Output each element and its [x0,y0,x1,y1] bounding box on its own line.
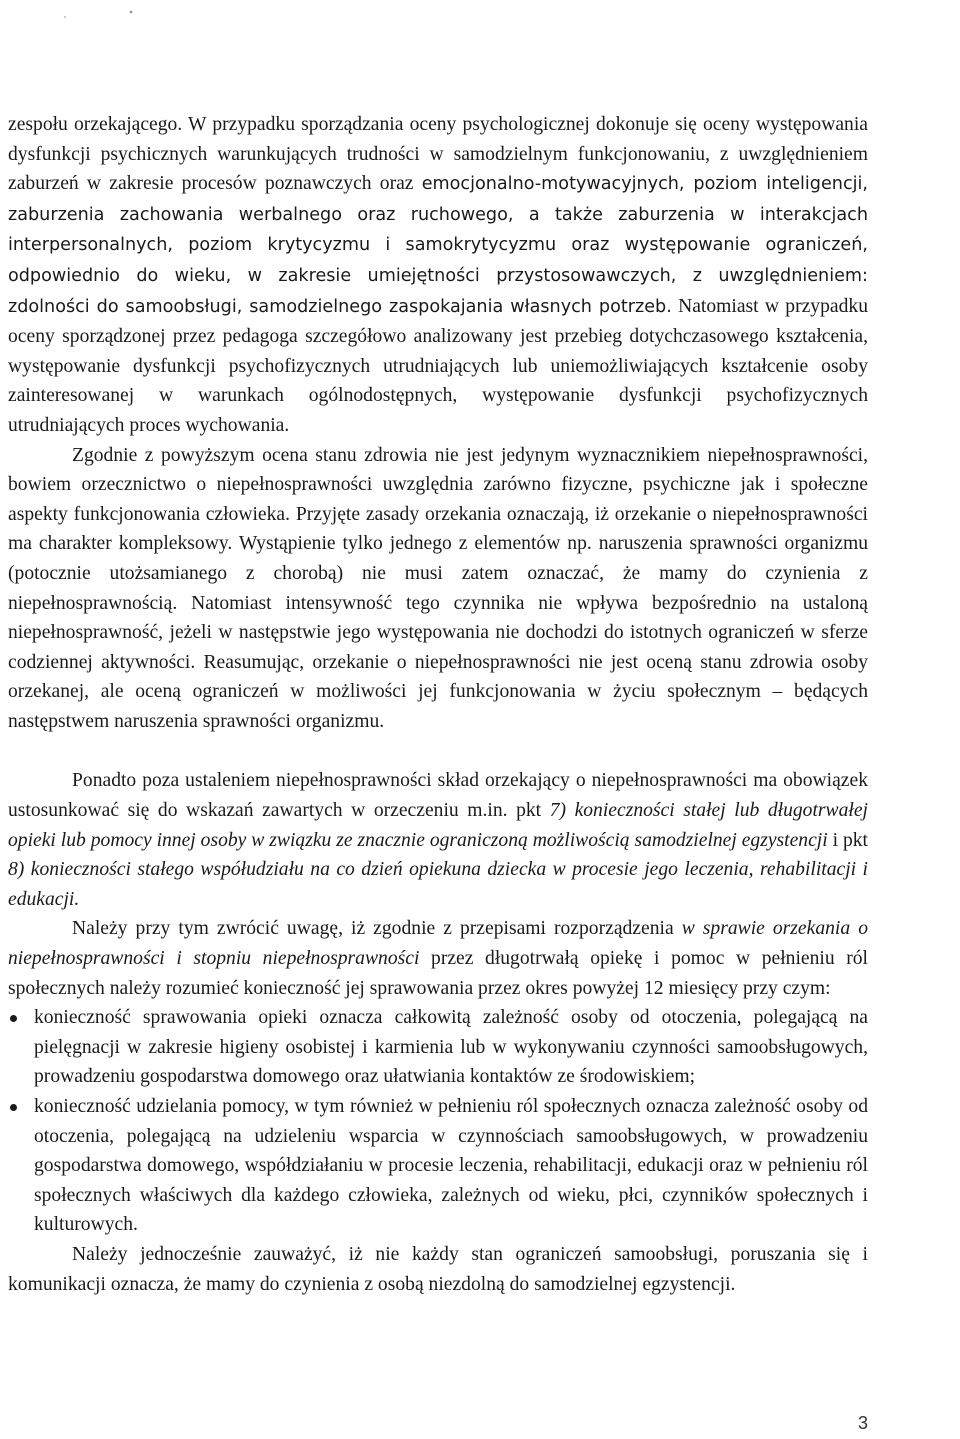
bullet-icon [10,1104,17,1111]
paragraph-assessment-lead: zespołu orzekającego. [8,114,183,135]
paragraph-assessment-psych-cont: emocjonalno-motywacyjnych, poziom inteligencji, zaburzenia zachowania werbalnego oraz ruchowego, a także zaburzenia w interakcjach interpersonalnych, poziom krytycyzmu i samokrytycyzmu oraz występowanie ograniczeń, odpowiednio do wieku, w zakresie umiejętności przystosowawczych, z uwzględnieniem: zdolności do samoobsługi, samodzielnego zaspokajania własnych potrzeb. [8,174,868,317]
paragraph-assessment-pedagogue: Natomiast w przypadku oceny sporządzonej przez pedagoga szczegółowo analizowany jest przebieg dotychczasowego kształcenia, występowanie dysfunkcji psychofizycznych utrudniających lub uniemożliwiających kształcenie osoby zainteresowanej w warunkach ogólnodostępnych, występowanie dysfunkcji psychofizycznych utrudniających proces wychowania. [8,295,868,436]
definitions-list [8,1003,868,1240]
list-item [8,1092,868,1240]
paragraph-regulation [8,914,868,1003]
paragraph-adjudicating-panel [8,766,868,914]
paragraph-regulation-cont: przez długotrwałą opiekę i pomoc w pełnieniu ról społecznych należy rozumieć konieczność jej sprawowania przez okres powyżej 12 miesięcy przy czym: [8,948,869,999]
paragraph-assessment [8,110,868,441]
paragraph-health-assessment: Zgodnie z powyższym ocena stanu zdrowia nie jest jedynym wyznacznikiem niepełnosprawności, bowiem orzecznictwo o niepełnosprawności uwzględnia zarówno fizyczne, psychiczne jak i społeczne aspekty funkcjonowania człowieka. Przyjęte zasady orzekania oznaczają, iż orzekanie o niepełnosprawności ma charakter kompleksowy. Wystąpienie tylko jednego z elementów np. naruszenia sprawności organizmu (potocznie utożsamianego z chorobą) nie musi zatem oznaczać, że mamy do czynienia z niepełnosprawnością. Natomiast intensywność tego czynnika nie wpływa bezpośrednio na ustaloną niepełnosprawność, jeżeli w następstwie jego występowania nie dochodzi do istotnych ograniczeń w sferze codziennej aktywności. Reasumując, orzekanie o niepełnosprawności nie jest oceną stanu zdrowia osoby orzekanej, ale oceną ograniczeń w możliwości jej funkcjonowania w życiu społecznym – będących następstwem naruszenia sprawności organizmu. [8,444,868,732]
point-7-quote: 7) konieczności stałej lub długotrwałej opieki lub pomocy innej osoby w związku ze znacznie ograniczoną możliwością samodzielnej egzystencji [8,800,868,851]
bullet-icon [10,1015,17,1022]
paragraph-regulation-text: Należy przy tym zwrócić uwagę, iż zgodnie z przepisami rozporządzenia [72,918,682,940]
paragraph-conclusion: Należy jednocześnie zauważyć, iż nie każdy stan ograniczeń samoobsługi, poruszania się i komunikacji oznacza, że mamy do czynienia z osobą niezdolną do samodzielnej egzystencji. [8,1243,868,1295]
list-item [8,1003,868,1092]
scan-specks [60,8,140,22]
paragraph-assessment-psych: W przypadku sporządzania oceny psychologicznej dokonuje się oceny występowania dysfunkcji psychicznych warunkujących trudności w samodzielnym funkcjonowaniu, z uwzględnieniem zaburzeń w zakresie procesów poznawczych oraz [8,114,868,195]
paragraph-adjudicating-panel-join: i pkt [827,829,869,851]
page-number: 3 [857,1413,868,1433]
point-8-quote: 8) konieczności stałego współudziału na co dzień opiekuna dziecka w procesie jego leczenia, rehabilitacji i edukacji. [8,859,868,910]
regulation-title: w sprawie orzekania o niepełnosprawności i stopniu niepełnosprawności [8,918,868,970]
list-item-text: konieczność udzielania pomocy, w tym również w pełnieniu ról społecznych oznacza zależność osoby od otoczenia, polegającą na udzieleniu wsparcia w czynnościach samoobsługowych, w prowadzeniu gospodarstwa domowego, współdziałaniu w procesie leczenia, rehabilitacji, edukacji oraz w pełnieniu ról społecznych właściwych dla każdego człowieka, zależnych od wieku, płci, czynników społecznych i kulturowych. [34,1096,868,1236]
paragraph-adjudicating-panel-text: Ponadto poza ustaleniem niepełnosprawności skład orzekający o niepełnosprawności ma obowiązek ustosunkować się do wskazań zawartych w orzeczeniu m.in. pkt [8,770,868,822]
document-body [8,110,868,1299]
list-item-text: konieczność sprawowania opieki oznacza całkowitą zależność osoby od otoczenia, polegającą na pielęgnacji w zakresie higieny osobistej i karmienia lub w wykonywaniu czynności samoobsługowych, prowadzeniu gospodarstwa domowego oraz ułatwiania kontaktów ze środowiskiem; [34,1007,868,1088]
